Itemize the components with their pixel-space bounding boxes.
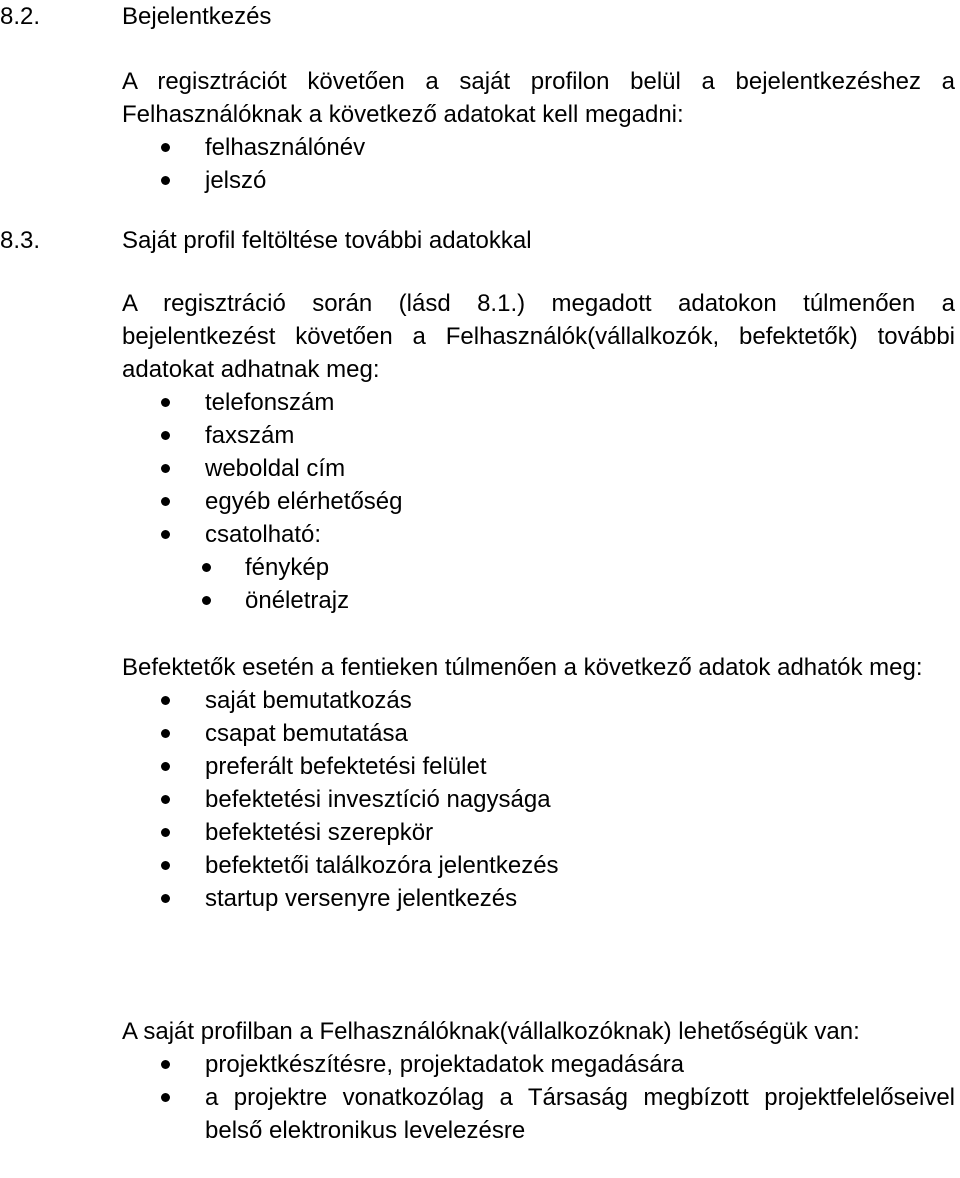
optional-data-list [122, 386, 955, 551]
login-field-list [122, 131, 955, 197]
list-item: befektetési szerepkör [122, 816, 955, 849]
own-profile-list [122, 1048, 955, 1147]
list-item: csapat bemutatása [122, 717, 955, 750]
list-item: a projektre vonatkozólag a Társaság megbízott projektfelelőseivel belső elektronikus levelezésre [122, 1081, 955, 1147]
list-item: weboldal cím [122, 452, 955, 485]
attachment-sublist [122, 551, 955, 617]
section-8-2-heading [0, 0, 271, 33]
list-item: önéletrajz [122, 584, 955, 617]
list-item: saját bemutatkozás [122, 684, 955, 717]
list-item: telefonszám [122, 386, 955, 419]
section-title: Bejelentkezés [122, 3, 272, 30]
list-item: fénykép [122, 551, 955, 584]
section-number: 8.2. [0, 3, 41, 30]
section-8-3-body [122, 287, 955, 617]
section-8-3-heading [0, 224, 532, 257]
own-profile-paragraph: A saját profilban a Felhasználóknak(vállalkozóknak) lehetőségük van: [122, 1018, 860, 1045]
investor-paragraph: Befektetők esetén a fentieken túlmenően a következő adatok adhatók meg: [122, 654, 923, 681]
list-item: jelszó [122, 164, 955, 197]
login-paragraph: A regisztrációt követően a saját profilon belül a bejelentkezéshez a Felhasználóknak a következő adatokat kell megadni: [122, 68, 955, 128]
section-title: Saját profil feltöltése további adatokkal [122, 227, 532, 254]
list-item: preferált befektetési felület [122, 750, 955, 783]
list-item: felhasználónév [122, 131, 955, 164]
investor-section [122, 651, 955, 915]
list-item: egyéb elérhetőség [122, 485, 955, 518]
list-item: faxszám [122, 419, 955, 452]
list-item: startup versenyre jelentkezés [122, 882, 955, 915]
own-profile-section [122, 1015, 955, 1147]
section-number: 8.3. [0, 227, 41, 254]
list-item: csatolható: [122, 518, 955, 551]
list-item: befektetési invesztíció nagysága [122, 783, 955, 816]
profile-data-paragraph: A regisztráció során (lásd 8.1.) megadott adatokon túlmenően a bejelentkezést követően a Felhasználók(vállalkozók, befektetők) további adatokat adhatnak meg: [122, 290, 955, 383]
section-8-2-body [122, 65, 955, 197]
list-item: befektetői találkozóra jelentkezés [122, 849, 955, 882]
investor-data-list [122, 684, 955, 915]
list-item: projektkészítésre, projektadatok megadására [122, 1048, 955, 1081]
